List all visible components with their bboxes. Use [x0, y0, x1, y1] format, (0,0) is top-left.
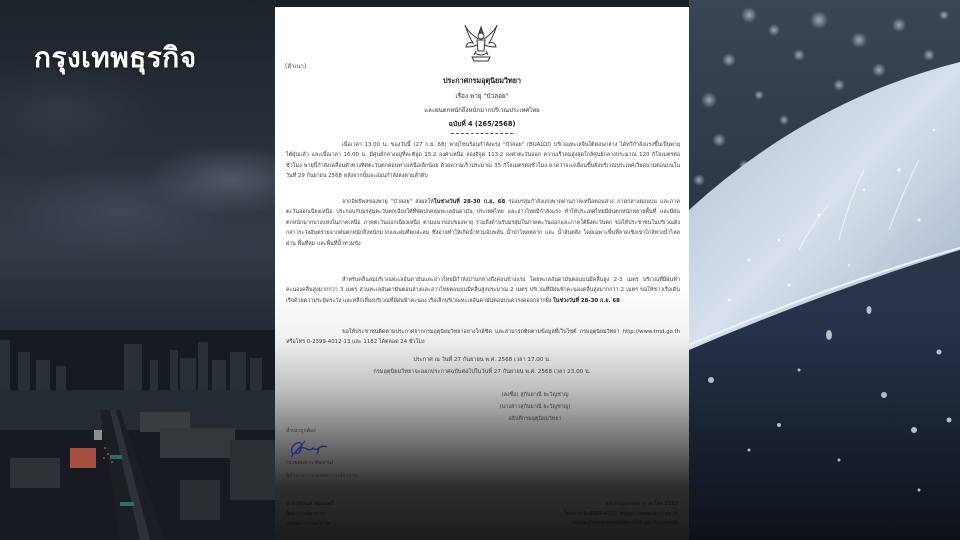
garuda-emblem-icon [461, 23, 501, 65]
signer-title: อธิบดีกรมอุตุนิยมวิทยา [508, 416, 562, 422]
copy-label: (สำเนา) [285, 63, 307, 70]
contact-left-line: นายวุฒิพงศ์ หมู่มนตรี [286, 501, 334, 507]
certifier-title: ผู้อำนวยการกองพยากรณ์อากาศ [286, 473, 358, 479]
issued-timestamp: ประกาศ ณ วันที่ 27 กันยายน พ.ศ. 2568 เวลา 17.00 น. [413, 357, 551, 363]
signed-by: (ลงชื่อ) สุกันยาณี ยะวิญชาญ [501, 392, 569, 398]
handwritten-signature-icon [287, 437, 331, 459]
document-subject-line2: และฝนตกหนักถึงหนักมากบริเวณประเทศไทย [424, 107, 540, 114]
certified-copy-label: สำเนาถูกต้อง [286, 428, 316, 434]
signer-name: (นางสาวสุกันยาณี ยะวิญชาญ) [499, 404, 571, 410]
brand-logo: กรุงเทพธุรกิจ [34, 41, 197, 74]
paragraph-contact-advice: ขอให้ประชาชนติดตามประกาศจากกรมอุตุนิยมวิทยาอย่างใกล้ชิด และสามารถติดตามข้อมูลที่เว็บไซต์ กรมอุตุนิยมวิทยา http://www.tmd.go.th หรือโทร 0-2399-4012-13 และ 1182 ได้ตลอด 24 ชั่วโมง [286, 329, 680, 346]
city-skyline-image [0, 330, 276, 540]
contact-left-line: ผู้พยากรณ์อากาศ [286, 511, 325, 517]
paragraph-storm-status: เมื่อเวลา 13.00 น. ของวันนี้ (27 ก.ย. 68) พายุโซนร้อนกำลังแรง "บัวลอย" (BUALOI) บริเวณทะเลจีนใต้ตอนกลาง ได้ทวีกำลังแรงขึ้นเป็นพายุไต้ฝุ่นแล้ว และเมื่อเวลา 16.00 น. มีศูนย์กลางอยู่ที่ละติจูด 15.2 องศาเหนือ ลองจิจูด 113.2 องศาตะวันออก ความเร็วลมสูงสุดใกล้ศูนย์กลางประมาณ 120 กิโลเมตรต่อชั่วโมง พายุนี้กำลังเคลื่อนตัวทางทิศตะวันตกค่อนทางเหนือเล็กน้อย ด้วยความเร็วประมาณ 35 กิโลเมตรต่อชั่วโมง คาดว่าจะเคลื่อนขึ้นฝั่งบริเวณประเทศเวียดนามตอนบนในวันที่ 29 กันยายน 2568 หลังจากนั้นจะอ่อนกำลังลงตามลำดับ [286, 142, 680, 180]
contact-right-line: สอบถามสภาพอากาศ โทร 1182 [605, 501, 678, 507]
certifier-name: (นายสมควร ต้นจาน) [286, 460, 334, 466]
divider [451, 133, 513, 134]
storm-city-background [0, 0, 276, 540]
issue-number: ฉบับที่ 4 (265/2568) [448, 120, 516, 128]
paragraph-rain-impact: จากอิทธิพลของพายุ "บัวลอย" ส่งผลให้ในช่วงวันที่ 28-30 ก.ย. 68 ร่องมรสุมกำลังแรงพาดผ่านภาคเหนือตอนล่าง ภาคกลางตอนบน และภาคตะวันออกเฉียงเหนือ ประกอบกับมรสุมตะวันตกเฉียงใต้ที่พัดปกคลุมทะเลอันดามัน ประเทศไทย และอ่าวไทยมีกำลังแรง ทำให้ประเทศไทยมีฝนตกหนักหลายพื้นที่ และมีฝนตกหนักมากบางแห่งในภาคเหนือ ภาคตะวันออกเฉียงเหนือ ตามแนวขอบของพายุ รวมถึงด้านรับมรสุมในภาคตะวันออกและภาคใต้ฝั่งตะวันตก ขอให้ประชาชนในบริเวณดังกล่าวระวังอันตรายจากฝนตกหนักถึงหนักมากและฝนที่ตกสะสม ซึ่งอาจทำให้เกิดน้ำท่วมฉับพลัน น้ำป่าไหลหลาก และ น้ำล้นตลิ่ง โดยเฉพาะพื้นที่ลาดเชิงเขาใกล้ทางน้ำไหลผ่าน พื้นที่ลุ่ม และพื้นที่น้ำท่วมขัง [286, 199, 680, 247]
umbrella-rain-image [689, 0, 960, 540]
next-issue-timestamp: กรมอุตุนิยมวิทยาจะออกประกาศฉบับต่อไปในวันที่ 27 กันยายน พ.ศ. 2568 เวลา 23.00 น. [373, 369, 591, 375]
rain-umbrella-background [689, 0, 960, 540]
document-subject: เรื่อง พายุ "บัวลอย" [455, 92, 509, 100]
tmd-announcement-document [275, 7, 689, 540]
paragraph-sea-conditions: สำหรับคลื่นลมบริเวณทะเลอันดามันและอ่าวไทยมีกำลังปานกลางถึงค่อนข้างแรง โดยทะเลอันดามันตอนบนมีคลื่นสูง 2-3 เมตร บริเวณที่มีฝนฟ้าคะนองคลื่นสูงมากกว่า 3 เมตร ส่วนทะเลอันดามันตอนล่างและอ่าวไทยตอนบนมีคลื่นสูงประมาณ 2 เมตร บริเวณที่มีฝนฟ้าคะนองคลื่นสูงมากกว่า 2 เมตร ขอให้ชาวเรือเดินเรือด้วยความระมัดระวัง และหลีกเลี่ยงบริเวณที่มีฝนฟ้าคะนอง เรือเล็กบริเวณทะเลอันดามันตอนบนควรงดออกจากฝั่ง ในช่วงวันที่ 28-30 ก.ย. 68 [286, 277, 680, 304]
contact-right-line: https://www.metalarm.tmd.go.th/service [572, 520, 678, 526]
document-title: ประกาศกรมอุตุนิยมวิทยา [442, 76, 522, 85]
contact-right-line: โทรสาร 0-2399-4012, https://www.tmd.go.th [563, 511, 678, 517]
contact-left-line: กองพยากรณ์อากาศ [286, 521, 331, 527]
